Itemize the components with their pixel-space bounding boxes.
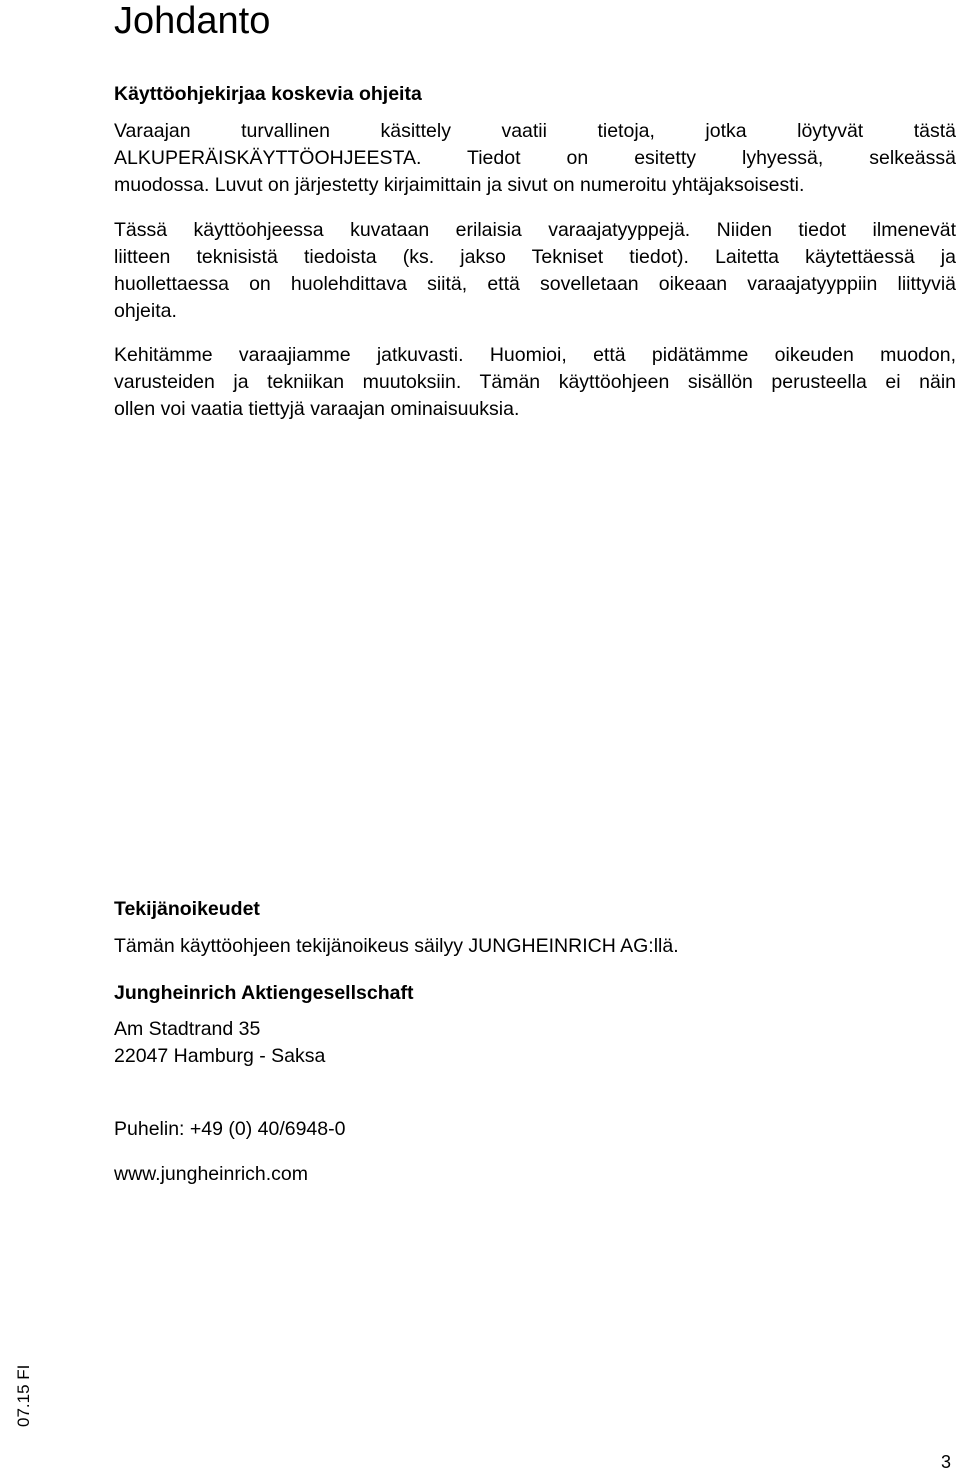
paragraph-development — [114, 342, 956, 423]
phone-number: Puhelin: +49 (0) 40/6948-0 — [114, 1118, 346, 1140]
paragraph-line: liitteen teknisistä tiedoista (ks. jakso Tekniset tiedot). Laitetta käytettäessä ja — [114, 246, 956, 268]
paragraph-line: varusteiden ja tekniikan muutoksiin. Tämän käyttöohjeen sisällön perusteella ei näin — [114, 371, 956, 393]
section-heading-instructions: Käyttöohjekirjaa koskevia ohjeita — [114, 83, 422, 105]
paragraph-line: ALKUPERÄISKÄYTTÖOHJEESTA. Tiedot on esitetty lyhyessä, selkeässä — [114, 147, 956, 169]
address-street: Am Stadtrand 35 — [114, 1018, 261, 1040]
paragraph-line: Tässä käyttöohjeessa kuvataan erilaisia varaajatyyppejä. Niiden tiedot ilmenevät — [114, 219, 956, 241]
paragraph-line: Kehitämme varaajiamme jatkuvasti. Huomioi, että pidätämme oikeuden muodon, — [114, 344, 956, 366]
paragraph-line: huollettaessa on huolehdittava siitä, että sovelletaan oikeaan varaajatyyppiin liittyviä — [114, 273, 956, 295]
page-title: Johdanto — [114, 0, 271, 42]
address-city: 22047 Hamburg - Saksa — [114, 1045, 326, 1067]
footer-date-code: 07.15 FI — [14, 1364, 33, 1427]
paragraph-line: muodossa. Luvut on järjestetty kirjaimittain ja sivut on numeroitu yhtäjaksoisesti. — [114, 174, 805, 196]
website-link[interactable]: www.jungheinrich.com — [114, 1163, 309, 1185]
section-heading-copyright: Tekijänoikeudet — [114, 898, 260, 920]
paragraph-line: ollen voi vaatia tiettyjä varaajan ominaisuuksia. — [114, 398, 520, 420]
paragraph-safe-handling — [114, 118, 956, 199]
paragraph-line: Varaajan turvallinen käsittely vaatii tietoja, jotka löytyvät tästä — [114, 120, 956, 142]
copyright-text: Tämän käyttöohjeen tekijänoikeus säilyy JUNGHEINRICH AG:llä. — [114, 935, 679, 957]
paragraph-line: ohjeita. — [114, 300, 177, 322]
company-name: Jungheinrich Aktiengesellschaft — [114, 982, 414, 1004]
paragraph-types — [114, 217, 956, 325]
page-number: 3 — [941, 1452, 952, 1472]
